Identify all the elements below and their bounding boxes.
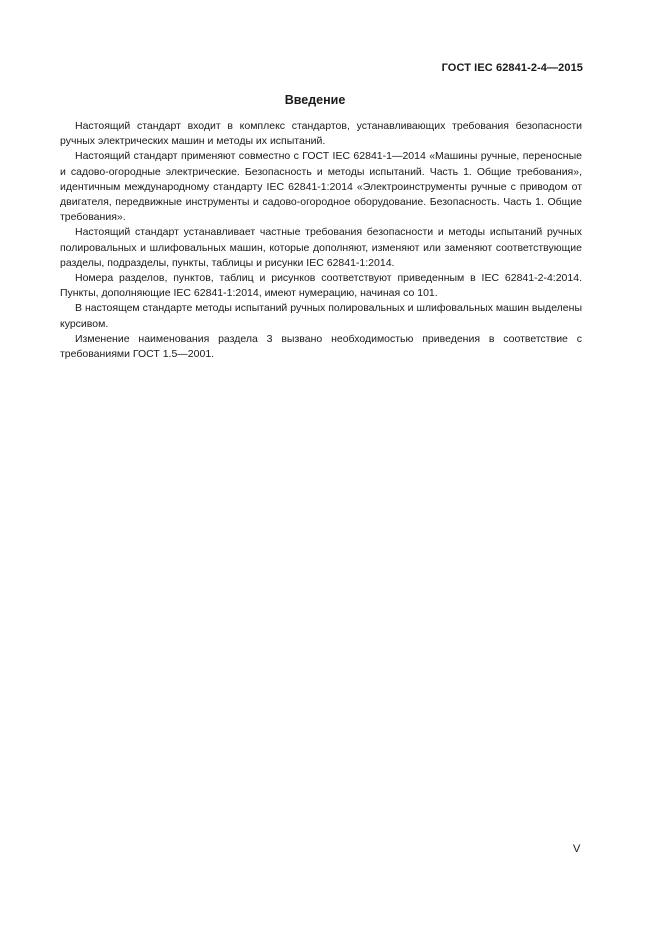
- paragraph: Номера разделов, пунктов, таблиц и рисунков соответствуют приведенным в IEC 62841-2-4:2014. Пункты, дополняющие IEC 62841-1:2014, имеют нумерацию, начиная со 101.: [60, 272, 582, 300]
- paragraph: Настоящий стандарт входит в комплекс стандартов, устанавливающих требования безопасности ручных электрических машин и методы их испытаний.: [60, 120, 582, 148]
- paragraph: Настоящий стандарт применяют совместно с ГОСТ IEC 62841-1—2014 «Машины ручные, переносные и садово-огородные электрические. Безопасность и методы испытаний. Часть 1. Общие требования», идентичным международному стандарту IEC 62841-1:2014 «Электроинструменты ручные с приводом от двигателя, передвижные инструменты и садово-огородное оборудование. Безопасность. Часть 1. Общие требования».: [60, 150, 582, 224]
- body-text: [60, 119, 582, 362]
- paragraph: В настоящем стандарте методы испытаний ручных полировальных и шлифовальных машин выделены курсивом.: [60, 302, 582, 330]
- paragraph: Настоящий стандарт устанавливает частные требования безопасности и методы испытаний ручных полировальных и шлифовальных машин, которые дополняют, изменяют или заменяют соответствующие разделы, подразделы, пункты, таблицы и рисунки IEC 62841-1:2014.: [60, 226, 582, 269]
- paragraph: Изменение наименования раздела 3 вызвано необходимостью приведения в соответствие с требованиями ГОСТ 1.5—2001.: [60, 332, 582, 361]
- page-title: Введение: [284, 93, 346, 107]
- standard-code-header: ГОСТ IEC 62841-2-4—2015: [441, 62, 583, 74]
- page-number: V: [573, 843, 581, 855]
